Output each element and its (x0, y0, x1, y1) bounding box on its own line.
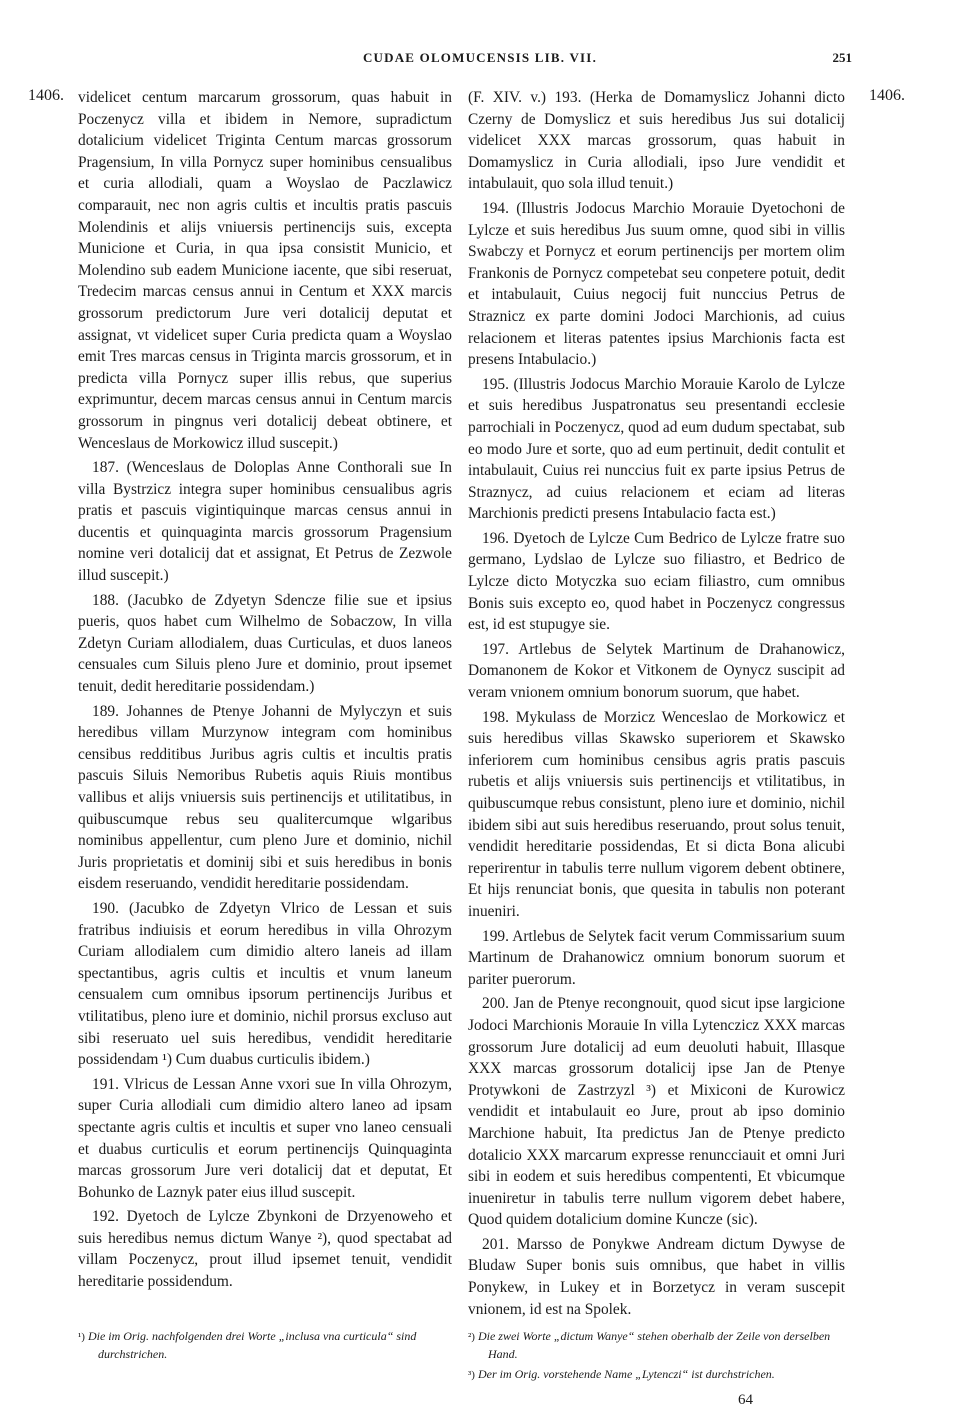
footnotes-right (468, 1328, 853, 1387)
entry-number: 192. (92, 1208, 119, 1226)
footnote (468, 1366, 853, 1384)
entry-text: Johannes de Ptenye Johanni de Mylyczyn et suis heredibus villam Murzynow integram com hominibus censibus redditibus Juribus agris cultis et incultis pratis pascuis Siluis Nemoribus Rubetis aquis Riuis montibus vallibus et alijs vniuersis suis pertinencijs et utilitatibus, in quibuscumque rebus seu qualitercumque wlgaribus nominibus appellentur, cum pleno Jure et dominio, nichil Juris proprietatis et dominij sibi et suis heredibus in bonis eisdem reseruando, vendidit hereditarie possidendam. (78, 702, 452, 893)
entry-number: 189. (92, 702, 119, 720)
entry-189 (78, 701, 452, 895)
footnote-text: Die zwei Worte „dictum Wanye“ stehen oberhalb der Zeile von derselben Hand. (477, 1329, 831, 1361)
entry-192 (78, 1206, 452, 1292)
entry-200 (468, 993, 845, 1231)
footnote-mark: ²) (468, 1331, 475, 1343)
entry-196 (468, 528, 845, 636)
entry-number: 187. (92, 459, 119, 477)
entry-text: Artlebus de Selytek Martinum de Drahanowicz, Domanonem de Kokor et Vitkonem de Oynycz suscipit ad veram vnionem omnium bonorum suorum, que habet. (468, 640, 845, 702)
entry-number: 195. (482, 375, 509, 393)
entry-text: (Illustris Jodocus Marchio Morauie Karolo de Lylcze et suis heredibus Juspatronatus seu presentandi ecclesie parrochiali in Poczenycz, quod ad eum dudum spectabat, sub eo modo Jure et sorte, quo ad eum pertinuit, dedit contulit et intabulauit, Cuius rei nunccius fuit ex parte ipsius Petrus de Straznycz, ad cuius relacionem et eciam ad literas Marchionis predicti presens Intabulacio facta est.) (468, 375, 845, 523)
page-header (0, 50, 960, 72)
right-column (468, 87, 845, 1323)
entry-191 (78, 1074, 452, 1204)
entry-text: (Wenceslaus de Doloplas Anne Conthorali sue In villa Bystrzicz integra super hominibus censualibus agris pratis et pascuis vigintiquinque marcas census annui in ducentis et quinquaginta marcis grossorum Pragensium nomine veri dotalicij dat et assignat, Et Petrus de Zezwole illud suscepit.) (78, 459, 452, 585)
entry-number: 190. (92, 899, 119, 917)
entry-194 (468, 198, 845, 371)
footnotes-left (78, 1328, 458, 1366)
entry-number: 200. (482, 995, 509, 1013)
entry-text: Dyetoch de Lylcze Zbynkoni de Drzyenoweho et suis heredibus nemus dictum Wanye ²), quod spectabat ad villam Poczenycz, prout illud ipsemet tenuit, vendidit hereditarie possidendum. (78, 1208, 452, 1291)
entry-number: 188. (92, 591, 119, 609)
entry-195 (468, 374, 845, 525)
entry-text: Artlebus de Selytek facit verum Commissarium suum Martinum de Drahanowicz omnium bonorum suorum et pariter puerorum. (468, 927, 846, 988)
entry-199 (468, 926, 845, 991)
entry-text: videlicet centum marcarum grossorum, quas habuit in Poczenycz villa et ibidem in Nemore, supradictum dotalicium videlicet Triginta Centum marcas grossorum Pragensium, In villa Pornycz super hominibus censualibus et curia allodiali, quam a Woyslao de Paczlawicz comparauit, nec non agris cultis et incultis pratis pascuis Molendinis et alijs vniuersis pertinencijs suis, excepta Municione et Curia, in qua ipsa consistit Municio, et Molendino sub eadem Municione iacente, que sibi reseruat, Tredecim marcas census annui in Centum et XXX marcis grossorum predictorum Jure veri dotalicij deputat et assignat, vt videlicet super Curia predicta quam a Woyslao emit Tres marcas census in Triginta marcis grossorum, et in predicta villa Pornycz super illis rebus, que superius exprimuntur, decem marcas census annui in Centum marcis grossorum in pingnus veri dotalicij debeat obtinere, et Wenceslaus de Morkowicz illud suscepit.) (78, 89, 452, 452)
footnote-text: Die im Orig. nachfolgenden drei Worte „inclusa vna curticula“ sind durchstrichen. (87, 1329, 417, 1361)
page-number: 251 (832, 50, 852, 65)
running-title: CUDAE OLOMUCENSIS LIB. VII. (362, 50, 598, 65)
margin-year-right: 1406. (869, 87, 905, 104)
signature-mark: 64 (738, 1392, 753, 1408)
entry-text: (Herka de Domamyslicz Johanni dicto Czerny de Domyslicz et suis heredibus Jus sui dotalicij videlicet XXX marcas grossorum, quas habuit in Domamyslicz in Curia allodiali, ipso Jure vendidit et intabulauit, quo sola illud tenuit.) (468, 89, 845, 193)
entry-number: 201. (482, 1235, 509, 1253)
entry-193 (468, 87, 845, 195)
entry-190 (78, 898, 452, 1071)
left-column (78, 87, 452, 1296)
footnote (78, 1328, 458, 1363)
entry-text: (Jacubko de Zdyetyn Vlrico de Lessan et suis fratribus indiuisis et eorum heredibus in villa Ohrozym Curiam allodialem cum dimidio altero laneis ad illam spectantibus, agris cultis et incultis et vnum laneum censualem cum omnibus ipsorum pertinencijs Juribus et vtilitatibus, pleno iure et dominio, nichil prorsus excluso aut sibi reseruato uel suis heredibus, vendidit hereditarie possidendam ¹) Cum duabus curticulis ibidem.) (78, 899, 452, 1069)
paragraph (78, 87, 452, 454)
entry-text: Marsso de Ponykwe Andream dictum Dywyse de Bludaw Super bonis suis omnibus, que habet in villis Ponykew, in Lukey et in Borzetycz in veram suscepit vnionem, id est na Spolek. (468, 1235, 845, 1318)
footnote (468, 1328, 853, 1363)
entry-text: Dyetoch de Lylcze Cum Bedrico de Lylcze fratre suo germano, Lydslao de Lylcze suo filiastro, et Bedrico de Lylcze dicto Motyczka suo eciam filiastro, cum omnibus Bonis suis excepto eo, quod habet in Poczenycz congressus est, id est stupugye sie. (468, 529, 845, 634)
entry-text: (Jacubko de Zdyetyn Sdencze filie sue et ipsius pueris, quos habet cum Wilhelmo de Sobaczow, In villa Zdetyn Curiam allodialem, duas Curticulas, et duos laneos censuales cum Siluis pleno Jure et dominio, prout ipsemet tenuit, dedit hereditarie possidendam.) (78, 591, 452, 696)
footnote-text: Der im Orig. vorstehende Name „Lytenczi“ ist durchstrichen. (477, 1367, 775, 1381)
entry-text: (Illustris Jodocus Marchio Morauie Dyetochoni de Lylcze et suis heredibus Jus suum omne, quod sibi in villis Swabczy et Pornycz et eorum pertinencijs per mortem olim Frankonis de Pornycz competebat seu conpetere potuit, dedit et intabulauit, Cuius negocij fuit nunccius Petrus de Straznicz ex parte domini Jodoci Marchionis, ad cuius relacionem et literas patentes ipsius Marchionis facta est presens Intabulacio.) (468, 199, 846, 369)
entry-text: Vlricus de Lessan Anne vxori sue In villa Ohrozym, super Curia allodiali cum dimidio altero laneo ad ipsam spectante agris cultis et incultis et super vno laneo censuali et duabus curticulis et eorum pertinencijs Quinquaginta marcas grossorum Jure veri dotalicij dat et deputat, Et Bohunko de Laznyk pater eius illud suscepit. (78, 1075, 452, 1201)
entry-187 (78, 457, 452, 587)
entry-number: 196. (482, 529, 509, 547)
entry-201 (468, 1234, 845, 1320)
entry-198 (468, 707, 845, 923)
footnote-mark: ¹) (78, 1331, 85, 1343)
entry-number: 191. (92, 1075, 119, 1093)
entry-197 (468, 639, 845, 704)
entry-text: Mykulass de Morzicz Wenceslao de Morkowicz et suis heredibus villas Skawsko superiorem et Skawsko inferiorem cum hominibus censibus agris pratis pascuis rubetis et alijs vniuersis suis pertinencijs et vtilitatibus, in quibuscumque rebus consistunt, pleno iure et dominio, nichil ibidem sibi aut suis heredibus reseruando, prout solus tenuit, vendidit hereditarie possidendas, Et si dicta Bona alicubi reperirentur in tabulis terre nullum vigorem debent obtinere, Et hijs renunciat bonis, que quesita in tabulis non poterant inueniri. (468, 708, 845, 920)
entry-number: 198. (482, 708, 509, 726)
entry-188 (78, 590, 452, 698)
entry-number: (F. XIV. v.) 193. (468, 89, 582, 106)
entry-text: Jan de Ptenye recongnouit, quod sicut ipse largicione Jodoci Marchionis Morauie In villa Lytenczicz XXX marcas grossorum Jure dotalicij ad eum deuoluti habuit, Illasque XXX marcas grossorum dotalicij ipse Jan de Ptenye Protywkoni de Zastrzyzl ³) et Mixiconi de Kurowicz vendidit et intabulauit eo Jure, prout ab ipso dominio Marchione habuit, Ita predictus Jan de Ptenye predicto dotalicio XXX marcarum expresse renuncciauit et omni Juri sibi in eodem et suis heredibus compententi, Et vbicumque inueniretur in tabulis terre nullum vigorem debet habere, Quod quidem dotalicium domine Kuncze (sic). (468, 995, 845, 1229)
footnote-mark: ³) (468, 1369, 475, 1381)
entry-number: 199. (482, 927, 509, 945)
entry-number: 197. (482, 640, 509, 658)
margin-year-left: 1406. (28, 87, 64, 104)
entry-number: 194. (482, 199, 509, 217)
